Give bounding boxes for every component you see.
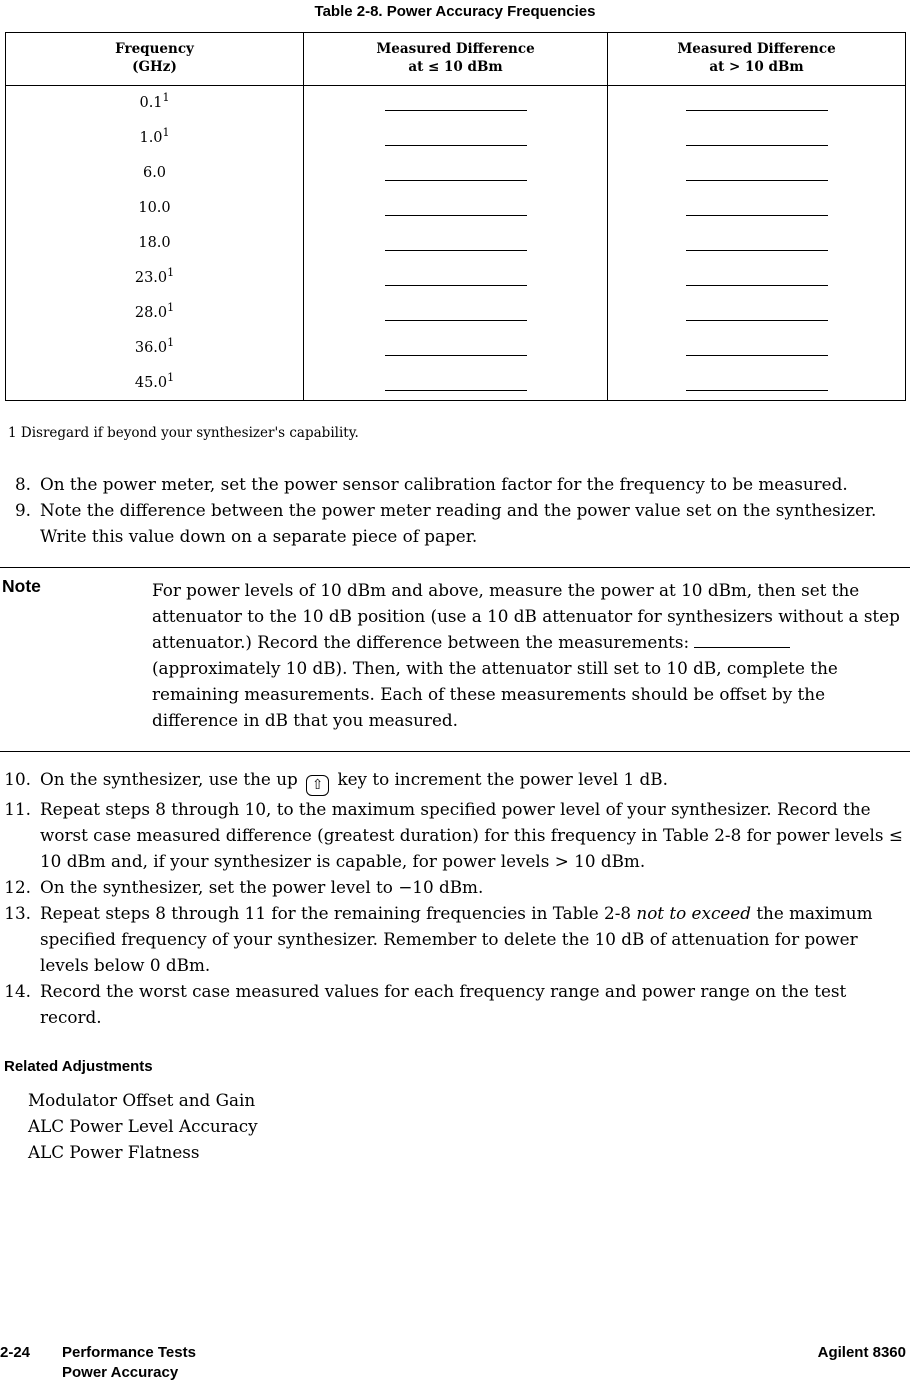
footer-section-title: Performance Tests <box>62 1344 196 1361</box>
frequency-value: 10.0 <box>6 191 304 226</box>
up-arrow-key-icon: ⇧ <box>306 775 329 796</box>
footnote-marker: 1 <box>167 370 175 384</box>
step-text <box>40 900 906 978</box>
blank-entry-line <box>694 635 790 648</box>
step-number: 14. <box>4 981 31 1001</box>
col-header-frequency <box>6 33 304 86</box>
table-row <box>6 121 906 156</box>
page-footer <box>0 1343 906 1383</box>
footer-section-block <box>62 1343 196 1383</box>
footnote-marker: 1 <box>167 266 175 280</box>
related-adjustments-heading: Related Adjustments <box>4 1058 153 1075</box>
step-8 <box>0 471 910 497</box>
frequency-value: 18.0 <box>6 226 304 261</box>
blank-entry-line <box>686 305 828 321</box>
footnote-marker: 1 <box>162 126 170 140</box>
related-item: ALC Power Level Accuracy <box>28 1116 258 1136</box>
product-name: Agilent 8360 <box>817 1344 906 1361</box>
step-14 <box>0 978 910 1030</box>
blank-entry-line <box>385 200 527 216</box>
related-item: ALC Power Flatness <box>28 1142 200 1162</box>
step-10 <box>0 766 910 796</box>
blank-entry-line <box>686 165 828 181</box>
related-adjustments-list <box>28 1087 910 1165</box>
step-text-segment: the maximum specified frequency of your synthesizer. Remember to delete the 10 dB of attenuation for power levels below 0 dBm. <box>40 903 873 975</box>
frequency-value: 45.0$^1$ <box>6 366 304 401</box>
frequency-value: $0.1^1$ <box>6 86 304 121</box>
table-title: Table 2-8. Power Accuracy Frequencies <box>314 3 596 20</box>
table-row <box>6 296 906 331</box>
footer-subsection-title: Power Accuracy <box>62 1364 179 1381</box>
blank-entry-line <box>686 130 828 146</box>
step-text: On the synthesizer, set the power level to −10 dBm. <box>40 877 484 897</box>
step-number: 10. <box>4 769 31 789</box>
power-accuracy-table <box>5 32 906 401</box>
footnote-marker: 1 <box>167 301 175 315</box>
header-line: Measured Difference <box>677 41 836 57</box>
blank-entry-line <box>385 340 527 356</box>
step-12 <box>0 874 910 900</box>
frequency-value: 28.0$^1$ <box>6 296 304 331</box>
blank-entry-line <box>686 270 828 286</box>
blank-entry-line <box>385 130 527 146</box>
header-line: (GHz) <box>132 59 177 75</box>
step-number: 8. <box>14 474 31 494</box>
step-text: On the power meter, set the power sensor calibration factor for the frequency to be measured. <box>40 474 848 494</box>
table-footnote: 1 Disregard if beyond your synthesizer's capability. <box>8 425 359 441</box>
blank-entry-line <box>385 375 527 391</box>
step-text: Record the worst case measured values for each frequency range and power range on the test record. <box>40 981 847 1027</box>
step-number: 13. <box>4 903 31 923</box>
frequency-value: $1.0^1$ <box>6 121 304 156</box>
footer-left <box>0 1343 196 1383</box>
step-number: 12. <box>4 877 31 897</box>
table-row <box>6 366 906 401</box>
step-11 <box>0 796 910 874</box>
steps-10-14 <box>0 766 910 1030</box>
note-text-segment: For power levels of 10 dBm and above, measure the power at 10 dBm, then set the attenuator to the 10 dB position (use a 10 dB attenuator for synthesizers without a step attenuator.) Record the difference between the measurements: <box>152 580 900 652</box>
step-text: Note the difference between the power meter reading and the power value set on the synthesizer. Write this value down on a separate piece of paper. <box>40 500 877 546</box>
step-number: 11. <box>4 799 31 819</box>
col-header-measured-high <box>608 33 906 86</box>
table-row <box>6 226 906 261</box>
table-row <box>6 261 906 296</box>
col-header-measured-low <box>304 33 608 86</box>
step-text-segment: key to increment the power level 1 dB. <box>337 769 668 789</box>
blank-entry-line <box>385 305 527 321</box>
blank-entry-line <box>686 200 828 216</box>
step-text <box>40 766 906 796</box>
blank-entry-line <box>385 95 527 111</box>
header-line: at ≤ 10 dBm <box>408 59 503 75</box>
frequency-value: 36.0$^1$ <box>6 331 304 366</box>
blank-entry-line <box>686 340 828 356</box>
step-text-segment: On the synthesizer, use the up <box>40 769 298 789</box>
page-number: 2-24 <box>0 1344 31 1361</box>
header-line: at > 10 dBm <box>709 59 804 75</box>
note-label: Note <box>2 576 41 596</box>
table-row <box>6 86 906 121</box>
note-text-segment: (approximately 10 dB). Then, with the attenuator still set to 10 dB, complete the remaining measurements. Each of these measurements should be offset by the difference in dB that you measured. <box>152 658 838 730</box>
step-text-segment: Repeat steps 8 through 11 for the remaining frequencies in Table 2-8 <box>40 903 632 923</box>
frequency-value: 23.0$^1$ <box>6 261 304 296</box>
table-row <box>6 191 906 226</box>
step-13 <box>0 900 910 978</box>
footnote-marker: 1 <box>162 91 170 105</box>
blank-entry-line <box>686 235 828 251</box>
table-row <box>6 156 906 191</box>
step-number: 9. <box>14 500 31 520</box>
note-text <box>152 568 910 751</box>
steps-8-9 <box>0 471 910 549</box>
blank-entry-line <box>385 165 527 181</box>
table-header-row <box>6 33 906 86</box>
blank-entry-line <box>385 235 527 251</box>
footnote-marker: 1 <box>167 336 175 350</box>
table-row <box>6 331 906 366</box>
blank-entry-line <box>686 375 828 391</box>
step-text: Repeat steps 8 through 10, to the maximum specified power level of your synthesizer. Record the worst case measured difference (greatest duration) for this frequency in Table 2-8 for power levels ≤ 10 dBm and, if your synthesizer is capable, for power levels > 10 dBm. <box>40 799 903 871</box>
frequency-value: 6.0 <box>6 156 304 191</box>
note-section <box>0 567 910 752</box>
related-item: Modulator Offset and Gain <box>28 1090 256 1110</box>
header-line: Measured Difference <box>376 41 535 57</box>
step-text-italic: not to exceed <box>636 903 751 923</box>
header-line: Frequency <box>115 41 194 57</box>
blank-entry-line <box>686 95 828 111</box>
step-9 <box>0 497 910 549</box>
blank-entry-line <box>385 270 527 286</box>
